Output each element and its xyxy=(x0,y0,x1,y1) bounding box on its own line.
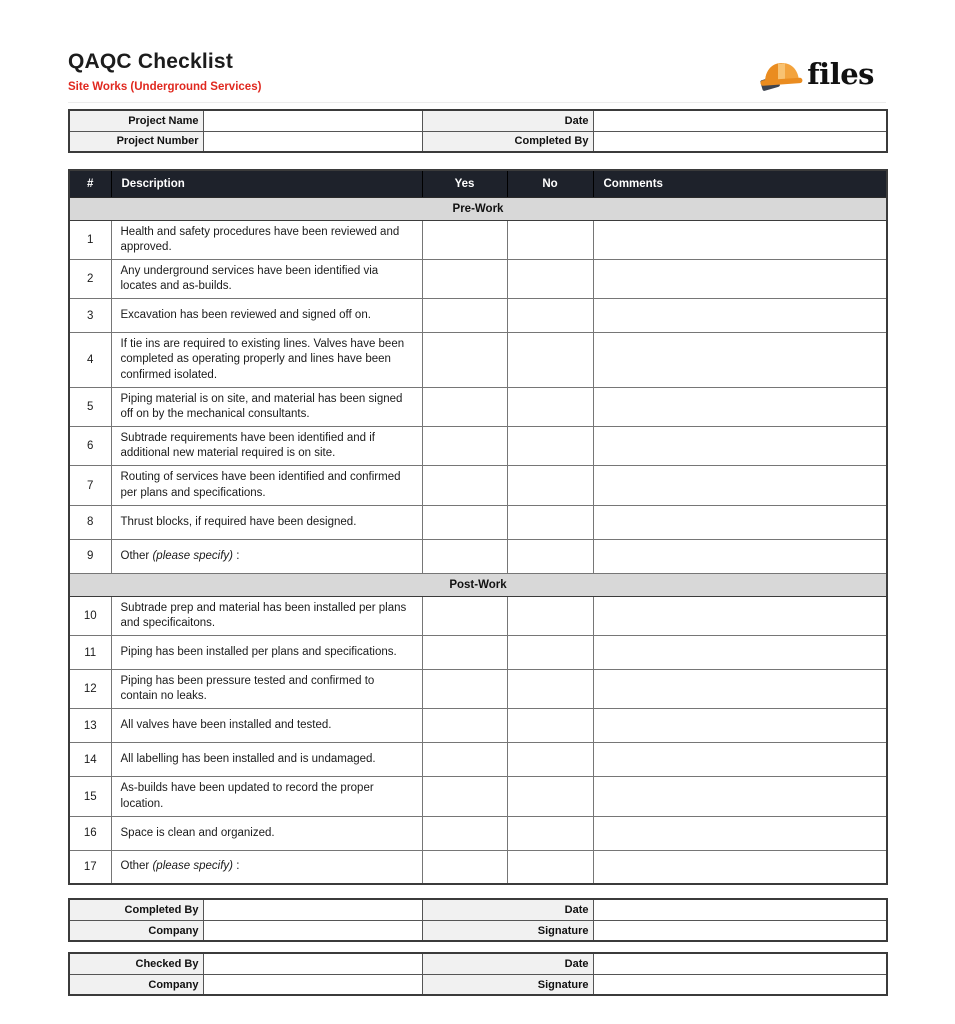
no-cell[interactable] xyxy=(507,777,593,816)
comments-cell[interactable] xyxy=(593,816,887,850)
date-label: Date xyxy=(422,110,593,131)
checklist-body xyxy=(69,197,887,884)
row-description: Excavation has been reviewed and signed off on. xyxy=(111,299,422,333)
completed-by-table xyxy=(68,898,888,942)
checklist-row xyxy=(69,466,887,505)
row-description: Subtrade requirements have been identified and if additional new material required is on site. xyxy=(111,427,422,466)
row-number: 15 xyxy=(69,777,111,816)
no-cell[interactable] xyxy=(507,259,593,298)
comments-cell[interactable] xyxy=(593,387,887,426)
logo-wordmark: files xyxy=(807,56,874,91)
no-cell[interactable] xyxy=(507,850,593,884)
column-header-comments: Comments xyxy=(593,170,887,197)
checklist-row xyxy=(69,670,887,709)
completed-date-label: Date xyxy=(422,899,593,920)
row-description: Space is clean and organized. xyxy=(111,816,422,850)
column-header-no: No xyxy=(507,170,593,197)
checklist-table xyxy=(68,169,888,885)
row-description: As-builds have been updated to record the proper location. xyxy=(111,777,422,816)
no-cell[interactable] xyxy=(507,427,593,466)
row-description: All labelling has been installed and is undamaged. xyxy=(111,743,422,777)
comments-cell[interactable] xyxy=(593,709,887,743)
completed-by-signoff-value[interactable] xyxy=(203,899,422,920)
checklist-row xyxy=(69,709,887,743)
project-name-value[interactable] xyxy=(203,110,422,131)
no-cell[interactable] xyxy=(507,709,593,743)
no-cell[interactable] xyxy=(507,299,593,333)
row-number: 5 xyxy=(69,387,111,426)
row-number: 13 xyxy=(69,709,111,743)
row-number: 12 xyxy=(69,670,111,709)
yes-cell[interactable] xyxy=(422,220,507,259)
comments-cell[interactable] xyxy=(593,777,887,816)
yes-cell[interactable] xyxy=(422,539,507,573)
comments-cell[interactable] xyxy=(593,596,887,635)
checked-by-table xyxy=(68,952,888,996)
row-number: 4 xyxy=(69,333,111,388)
row-number: 10 xyxy=(69,596,111,635)
no-cell[interactable] xyxy=(507,466,593,505)
comments-cell[interactable] xyxy=(593,333,887,388)
hat-highlight xyxy=(778,64,785,81)
yes-cell[interactable] xyxy=(422,333,507,388)
checklist-row xyxy=(69,539,887,573)
signoff-row xyxy=(69,974,887,995)
checked-company-value[interactable] xyxy=(203,974,422,995)
row-number: 16 xyxy=(69,816,111,850)
project-name-label: Project Name xyxy=(69,110,203,131)
column-header-description: Description xyxy=(111,170,422,197)
checklist-row xyxy=(69,743,887,777)
column-header-yes: Yes xyxy=(422,170,507,197)
no-cell[interactable] xyxy=(507,636,593,670)
yes-cell[interactable] xyxy=(422,596,507,635)
checked-by-label: Checked By xyxy=(69,953,203,974)
completed-company-label: Company xyxy=(69,920,203,941)
row-description: Subtrade prep and material has been installed per plans and specificaitons. xyxy=(111,596,422,635)
completed-signature-label: Signature xyxy=(422,920,593,941)
no-cell[interactable] xyxy=(507,539,593,573)
date-value[interactable] xyxy=(593,110,887,131)
section-row xyxy=(69,573,887,596)
page-subtitle: Site Works (Underground Services) xyxy=(68,81,262,93)
checklist-row xyxy=(69,505,887,539)
comments-cell[interactable] xyxy=(593,636,887,670)
checklist-row xyxy=(69,596,887,635)
files-logo xyxy=(759,56,874,92)
row-number: 1 xyxy=(69,220,111,259)
row-number: 2 xyxy=(69,259,111,298)
checklist-row xyxy=(69,259,887,298)
yes-cell[interactable] xyxy=(422,299,507,333)
info-row xyxy=(69,131,887,152)
comments-cell[interactable] xyxy=(593,670,887,709)
yes-cell[interactable] xyxy=(422,387,507,426)
comments-cell[interactable] xyxy=(593,299,887,333)
row-number: 8 xyxy=(69,505,111,539)
checklist-row xyxy=(69,299,887,333)
checked-signature-value[interactable] xyxy=(593,974,887,995)
no-cell[interactable] xyxy=(507,505,593,539)
yes-cell[interactable] xyxy=(422,816,507,850)
signoff-row xyxy=(69,953,887,974)
row-description: Health and safety procedures have been reviewed and approved. xyxy=(111,220,422,259)
info-row xyxy=(69,110,887,131)
comments-cell[interactable] xyxy=(593,259,887,298)
row-description: Piping material is on site, and material has been signed off on by the mechanical consultants. xyxy=(111,387,422,426)
no-cell[interactable] xyxy=(507,670,593,709)
row-description: Routing of services have been identified and confirmed per plans and specifications. xyxy=(111,466,422,505)
row-number: 9 xyxy=(69,539,111,573)
signoff-row xyxy=(69,920,887,941)
yes-cell[interactable] xyxy=(422,777,507,816)
section-row xyxy=(69,197,887,220)
comments-cell[interactable] xyxy=(593,466,887,505)
project-number-label: Project Number xyxy=(69,131,203,152)
completed-company-value[interactable] xyxy=(203,920,422,941)
row-description: Piping has been pressure tested and confirmed to contain no leaks. xyxy=(111,670,422,709)
row-number: 3 xyxy=(69,299,111,333)
yes-cell[interactable] xyxy=(422,259,507,298)
row-number: 11 xyxy=(69,636,111,670)
checked-signature-label: Signature xyxy=(422,974,593,995)
yes-cell[interactable] xyxy=(422,466,507,505)
completed-by-value[interactable] xyxy=(593,131,887,152)
row-description: Any underground services have been identified via locates and as-builds. xyxy=(111,259,422,298)
project-info-table xyxy=(68,109,888,153)
comments-cell[interactable] xyxy=(593,505,887,539)
row-description: Other (please specify) : xyxy=(111,539,422,573)
row-number: 14 xyxy=(69,743,111,777)
section-header-post-work: Post-Work xyxy=(69,573,887,596)
no-cell[interactable] xyxy=(507,333,593,388)
yes-cell[interactable] xyxy=(422,709,507,743)
no-cell[interactable] xyxy=(507,816,593,850)
comments-cell[interactable] xyxy=(593,850,887,884)
checklist-row xyxy=(69,777,887,816)
document-page xyxy=(68,0,886,996)
checklist-row xyxy=(69,427,887,466)
signoff-row xyxy=(69,899,887,920)
completed-signature-value[interactable] xyxy=(593,920,887,941)
yes-cell[interactable] xyxy=(422,636,507,670)
comments-cell[interactable] xyxy=(593,539,887,573)
checklist-row xyxy=(69,636,887,670)
row-description: All valves have been installed and tested. xyxy=(111,709,422,743)
row-description: If tie ins are required to existing lines. Valves have been completed as operating properly and lines have been confirmed isolated. xyxy=(111,333,422,388)
no-cell[interactable] xyxy=(507,743,593,777)
header-divider xyxy=(68,102,886,103)
checked-date-label: Date xyxy=(422,953,593,974)
checklist-row xyxy=(69,220,887,259)
completed-by-signoff-label: Completed By xyxy=(69,899,203,920)
row-description: Thrust blocks, if required have been designed. xyxy=(111,505,422,539)
no-cell[interactable] xyxy=(507,220,593,259)
comments-cell[interactable] xyxy=(593,427,887,466)
checklist-header-row xyxy=(69,170,887,197)
document-header xyxy=(68,50,886,93)
row-number: 17 xyxy=(69,850,111,884)
completed-by-label: Completed By xyxy=(422,131,593,152)
project-number-value[interactable] xyxy=(203,131,422,152)
column-header-number: # xyxy=(69,170,111,197)
comments-cell[interactable] xyxy=(593,220,887,259)
hardhat-folder-icon xyxy=(759,56,805,92)
yes-cell[interactable] xyxy=(422,850,507,884)
yes-cell[interactable] xyxy=(422,427,507,466)
completed-date-value[interactable] xyxy=(593,899,887,920)
checklist-row xyxy=(69,387,887,426)
checklist-row xyxy=(69,333,887,388)
checked-date-value[interactable] xyxy=(593,953,887,974)
section-header-pre-work: Pre-Work xyxy=(69,197,887,220)
comments-cell[interactable] xyxy=(593,743,887,777)
yes-cell[interactable] xyxy=(422,505,507,539)
row-description: Piping has been installed per plans and specifications. xyxy=(111,636,422,670)
no-cell[interactable] xyxy=(507,596,593,635)
yes-cell[interactable] xyxy=(422,670,507,709)
row-description: Other (please specify) : xyxy=(111,850,422,884)
no-cell[interactable] xyxy=(507,387,593,426)
yes-cell[interactable] xyxy=(422,743,507,777)
row-number: 6 xyxy=(69,427,111,466)
checked-by-value[interactable] xyxy=(203,953,422,974)
page-title: QAQC Checklist xyxy=(68,50,234,73)
title-block xyxy=(68,50,261,93)
checklist-row xyxy=(69,816,887,850)
checked-company-label: Company xyxy=(69,974,203,995)
checklist-row xyxy=(69,850,887,884)
row-number: 7 xyxy=(69,466,111,505)
